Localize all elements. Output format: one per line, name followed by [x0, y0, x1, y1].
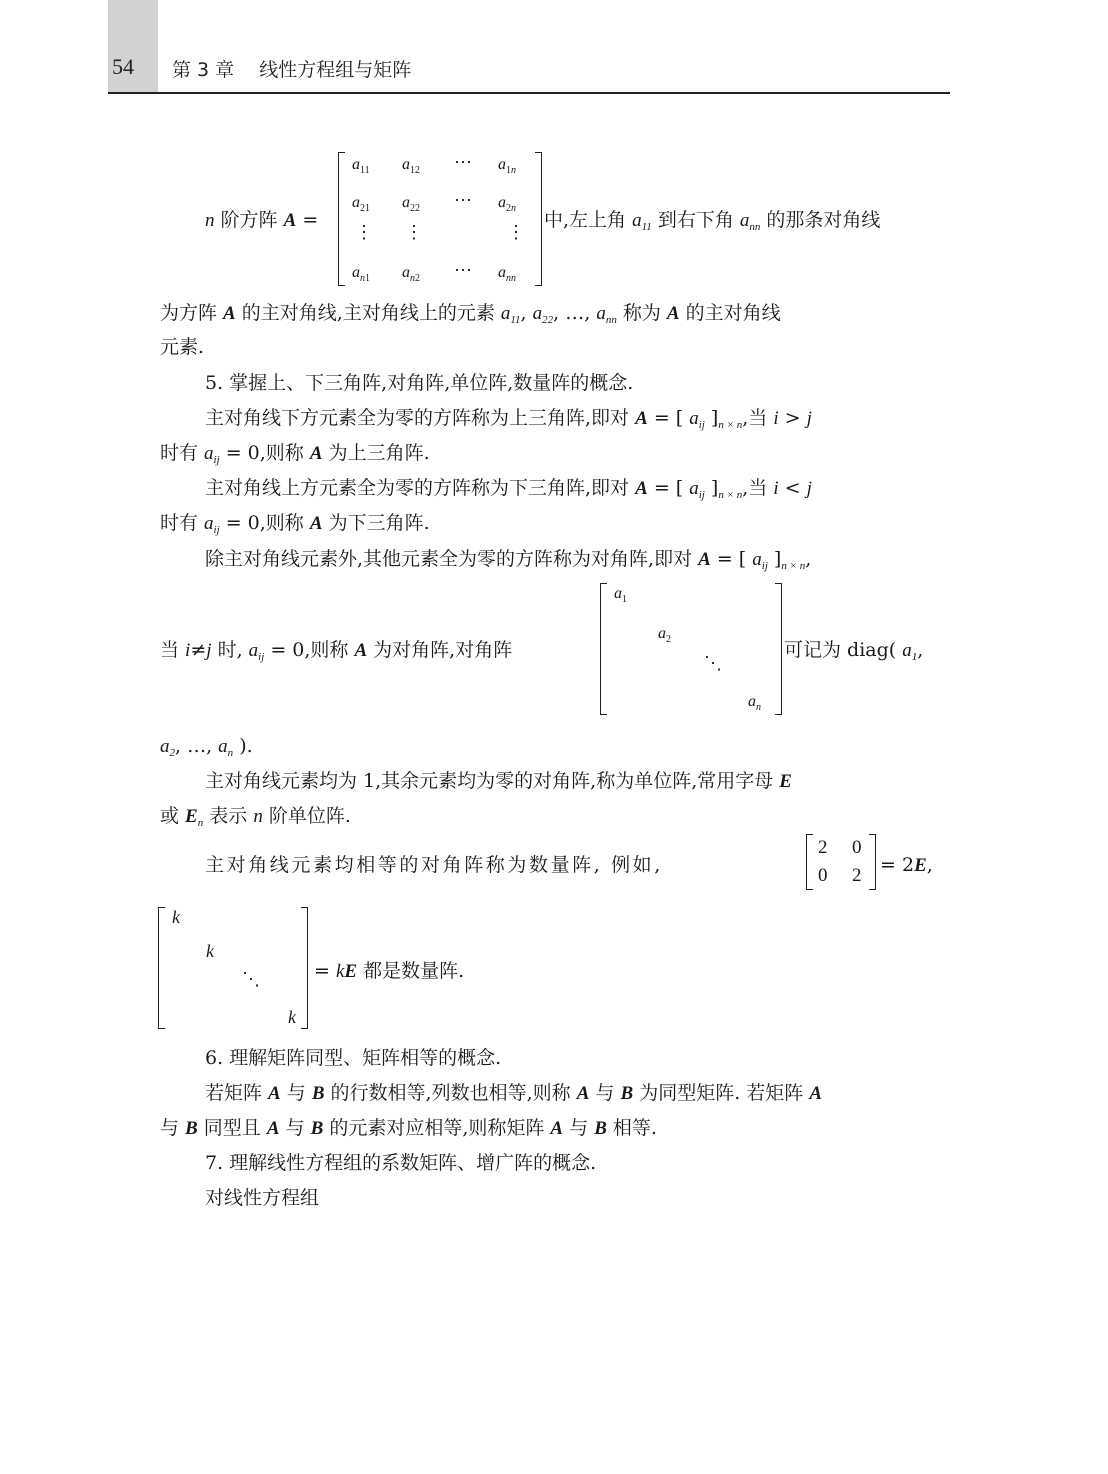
same-type-1: 若矩阵 A 与 B 的行数相等,列数也相等,则称 A 与 B 为同型矩阵. 若矩阵 A: [205, 1082, 823, 1104]
chapter-title: 第 3 章 线性方程组与矩阵: [172, 59, 412, 81]
diag-2-left: 当 i≠j 时, $a_{ij} = 0$,则称 A 为对角阵,对角阵: [160, 639, 513, 663]
scalar-example-matrix: 2 0 0 2: [806, 834, 876, 892]
linear-system-intro: 对线性方程组: [205, 1187, 320, 1209]
header-rule: [108, 92, 950, 94]
item-7: 7. 理解线性方程组的系数矩阵、增广阵的概念.: [205, 1152, 597, 1174]
upper-tri-1: 主对角线下方元素全为零的方阵称为上三角阵,即对 A = [ $a_{ij}$ ]$_{n \times n}$,当 i > j: [205, 407, 812, 431]
p1-tail: 中,左上角 $a_{11}$ 到右下角 $a_{nn}$ 的那条对角线: [544, 209, 881, 233]
diag-matrix: $a_1$ $a_2$ ⋱ $a_n$: [600, 583, 782, 717]
scalar-2: = kE 都是数量阵.: [314, 960, 465, 982]
p1-end: 元素.: [160, 336, 205, 358]
scalar-1-left: 主对角线元素均相等的对角阵称为数量阵, 例如,: [205, 854, 663, 876]
diag-3: $a_2$, …, $a_n$ ).: [160, 735, 253, 759]
unit-2: 或 $E_n$ 表示 n 阶单位阵.: [160, 805, 351, 829]
lower-tri-2: 时有 $a_{ij} = 0$,则称 A 为下三角阵.: [160, 512, 430, 536]
scalar-1-right: = 2E,: [880, 854, 933, 876]
lower-tri-1: 主对角线上方元素全为零的方阵称为下三角阵,即对 A = [ $a_{ij}$ ]$_{n \times n}$,当 i < j: [205, 477, 812, 501]
upper-tri-2: 时有 $a_{ij} = 0$,则称 A 为上三角阵.: [160, 442, 430, 466]
diag-1: 除主对角线元素外,其他元素全为零的方阵称为对角阵,即对 A = [ $a_{ij}$ ]$_{n \times n}$,: [205, 548, 812, 572]
p1-lead: n 阶方阵 A =: [205, 209, 319, 231]
unit-1: 主对角线元素均为 1,其余元素均为零的对角阵,称为单位阵,常用字母 E: [205, 770, 792, 792]
p1-continue: 为方阵 A 的主对角线,主对角线上的元素 $a_{11}$, $a_{22}$, …, $a_{nn}$ 称为 A 的主对角线: [160, 302, 781, 326]
item-5: 5. 掌握上、下三角阵,对角阵,单位阵,数量阵的概念.: [205, 372, 634, 394]
k-matrix: k k ⋱ k: [158, 907, 308, 1031]
diag-2-right: 可记为 diag( $a_1$,: [784, 639, 924, 663]
same-type-2: 与 B 同型且 A 与 B 的元素对应相等,则称矩阵 A 与 B 相等.: [160, 1117, 657, 1139]
page-number: 54: [112, 54, 134, 79]
item-6: 6. 理解矩阵同型、矩阵相等的概念.: [205, 1047, 502, 1069]
matrix-a: $a_{11}$ $a_{12}$ ⋯ $a_{1n}$ $a_{21}$ $a_{22}$ ⋯ $a_{2n}$ ⋮ ⋮ ⋮ $a_{n1}$ $a_{n2}$ ⋯ $a_{nn}$: [338, 152, 542, 288]
